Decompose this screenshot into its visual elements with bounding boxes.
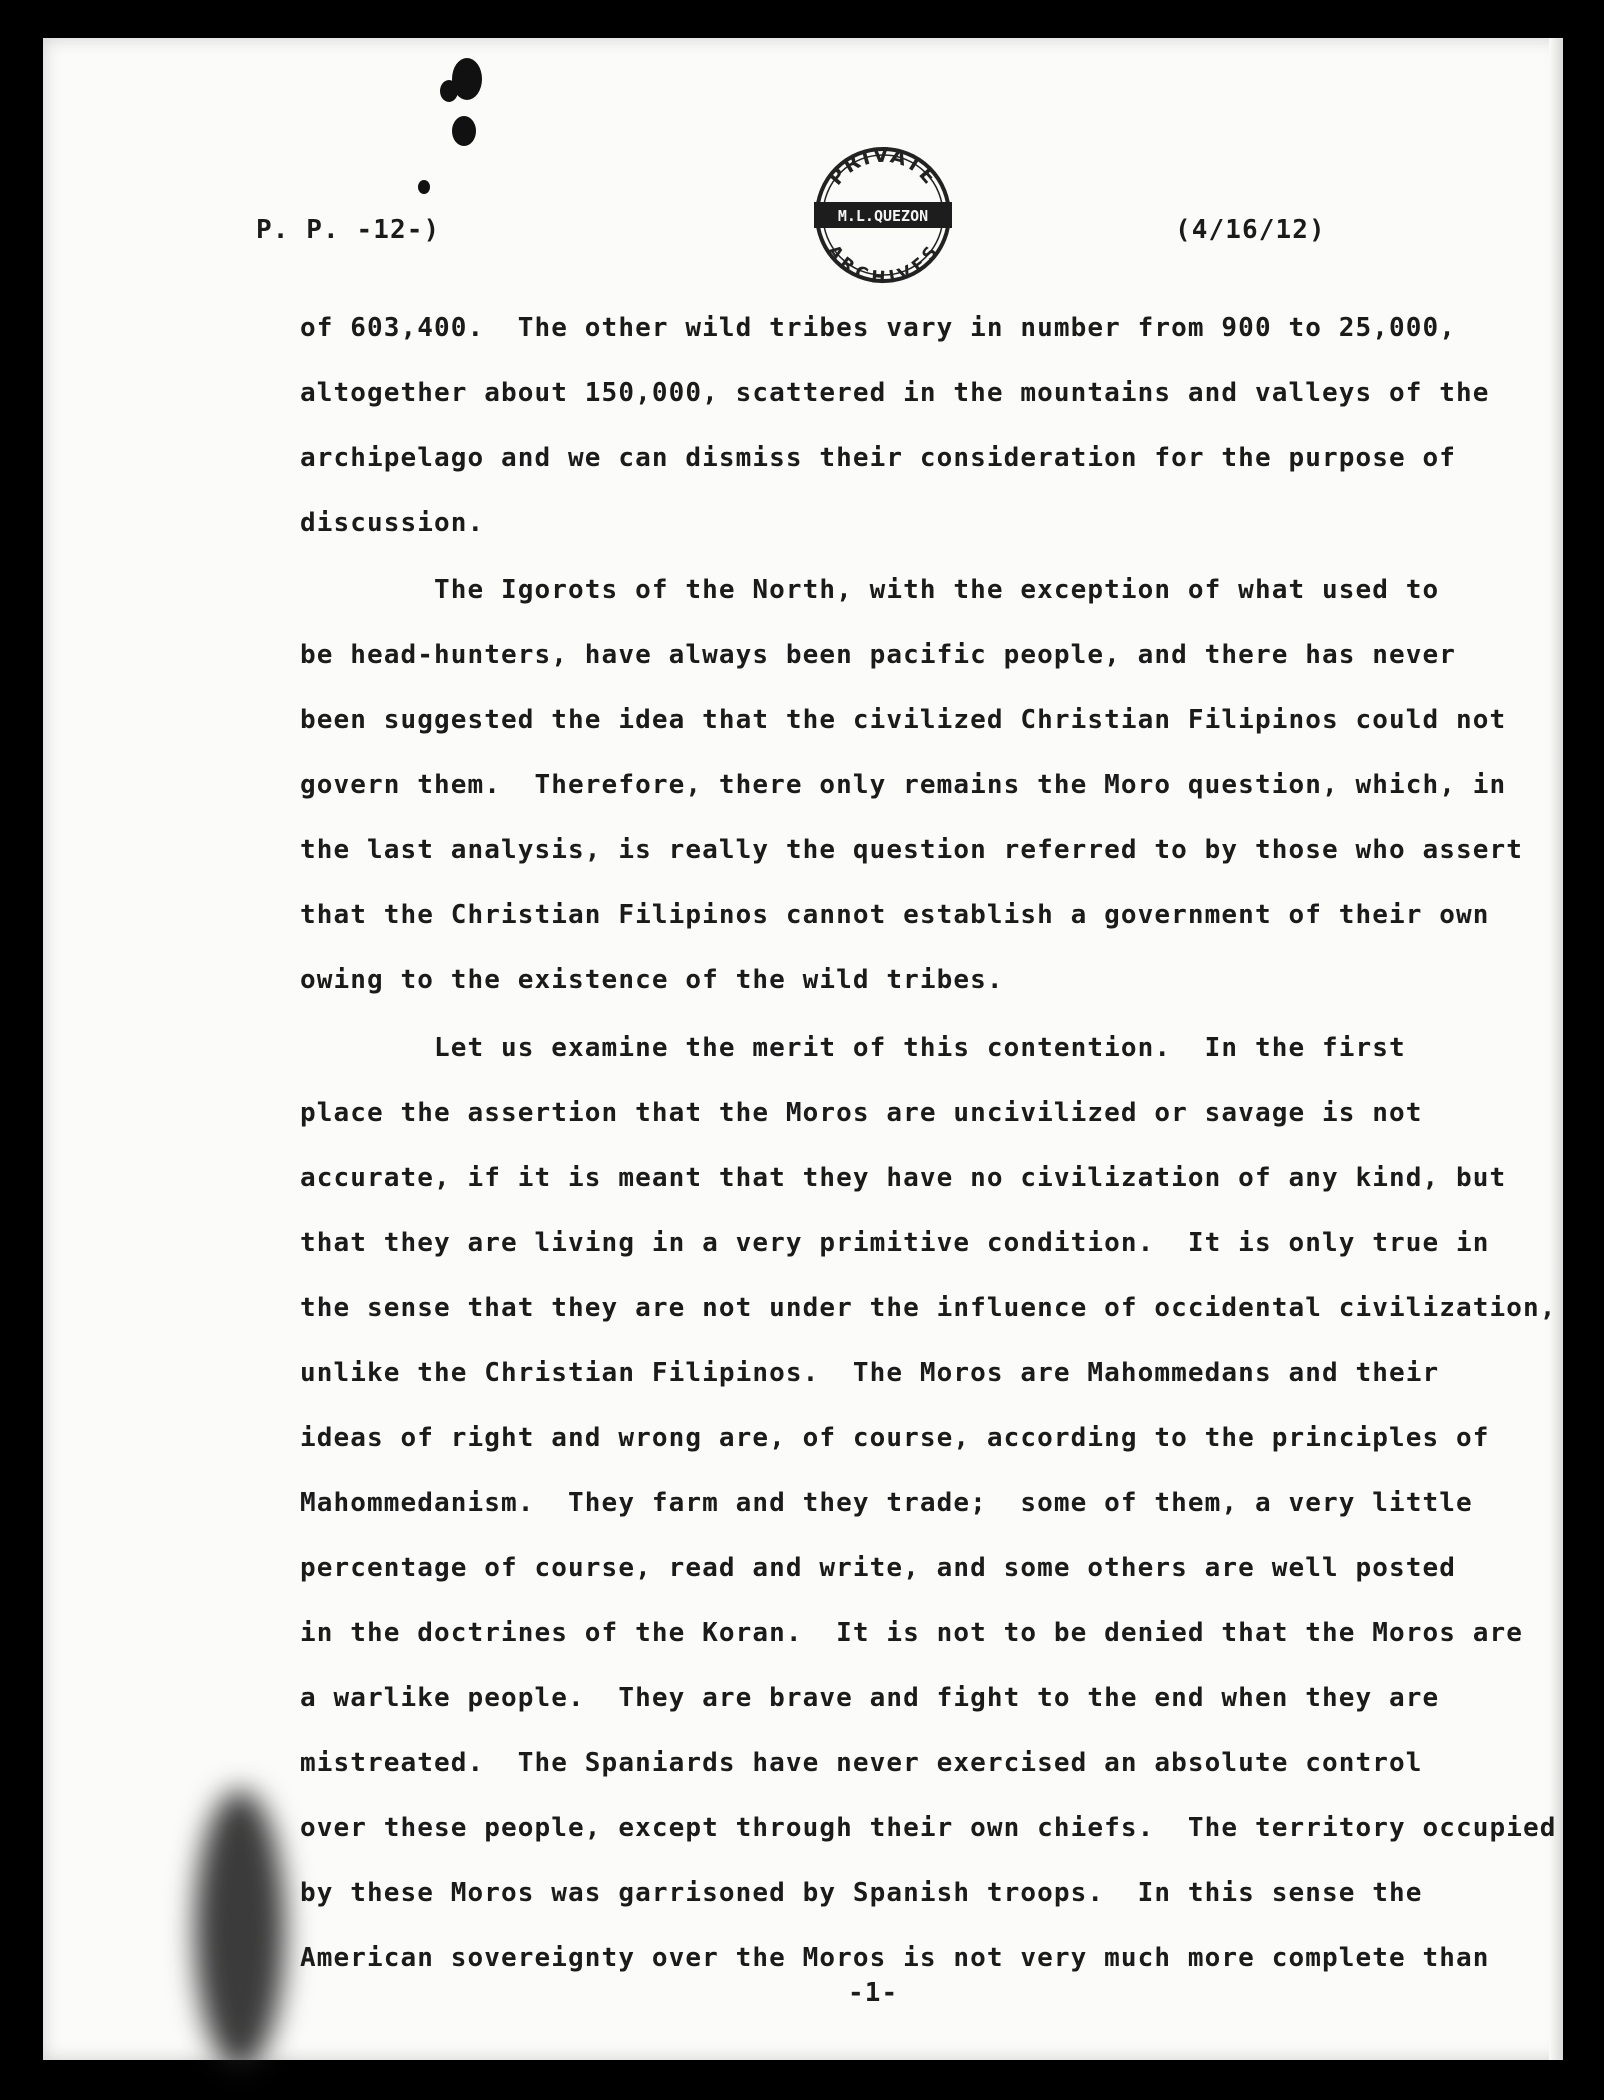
text-line: over these people, except through their own chiefs. The territory occupied (300, 1813, 1557, 1843)
text-line: unlike the Christian Filipinos. The Moros are Mahommedans and their (300, 1358, 1440, 1388)
text-line: altogether about 150,000, scattered in the mountains and valleys of the (300, 378, 1490, 408)
text-line: in the doctrines of the Koran. It is not to be denied that the Moros are (300, 1618, 1523, 1648)
stamp-top-text: PRIVATE (823, 142, 943, 190)
text-line: be head-hunters, have always been pacific people, and there has never (300, 640, 1456, 670)
page-reference: P. P. -12-) (256, 215, 441, 245)
text-line: archipelago and we can dismiss their consideration for the purpose of (300, 443, 1456, 473)
text-line: owing to the existence of the wild tribes. (300, 965, 1004, 995)
text-line: place the assertion that the Moros are uncivilized or savage is not (300, 1098, 1423, 1128)
page-edge (1549, 38, 1563, 2060)
text-line: The Igorots of the North, with the exception of what used to (300, 575, 1440, 605)
stamp-middle-text: M.L.QUEZON (837, 207, 929, 225)
text-line: the sense that they are not under the influence of occidental civilization, (300, 1293, 1557, 1323)
text-line: govern them. Therefore, there only remains the Moro question, which, in (300, 770, 1507, 800)
text-line: percentage of course, read and write, and some others are well posted (300, 1553, 1456, 1583)
text-line: by these Moros was garrisoned by Spanish troops. In this sense the (300, 1878, 1423, 1908)
text-line: American sovereignty over the Moros is not very much more complete than (300, 1943, 1490, 1973)
text-line: a warlike people. They are brave and fight to the end when they are (300, 1683, 1440, 1713)
text-line: accurate, if it is meant that they have no civilization of any kind, but (300, 1163, 1507, 1193)
text-line: discussion. (300, 508, 485, 538)
ink-blot (418, 180, 430, 194)
text-line: Mahommedanism. They farm and they trade; some of them, a very little (300, 1488, 1473, 1518)
ink-blot (452, 116, 476, 146)
thumb-smudge (195, 1790, 285, 2070)
page-number: -1- (848, 1978, 899, 2008)
text-line: been suggested the idea that the civilized Christian Filipinos could not (300, 705, 1507, 735)
text-line: of 603,400. The other wild tribes vary in number from 900 to 25,000, (300, 313, 1456, 343)
text-line: the last analysis, is really the question referred to by those who assert (300, 835, 1523, 865)
text-line: ideas of right and wrong are, of course, according to the principles of (300, 1423, 1490, 1453)
ink-blot (440, 80, 458, 102)
archive-stamp (808, 140, 958, 290)
text-line: Let us examine the merit of this contention. In the first (300, 1033, 1406, 1063)
text-line: mistreated. The Spaniards have never exercised an absolute control (300, 1748, 1423, 1778)
document-date: (4/16/12) (1175, 215, 1326, 245)
text-line: that they are living in a very primitive condition. It is only true in (300, 1228, 1490, 1258)
stamp-bottom-text: ARCHIVES (823, 241, 943, 289)
text-line: that the Christian Filipinos cannot establish a government of their own (300, 900, 1490, 930)
